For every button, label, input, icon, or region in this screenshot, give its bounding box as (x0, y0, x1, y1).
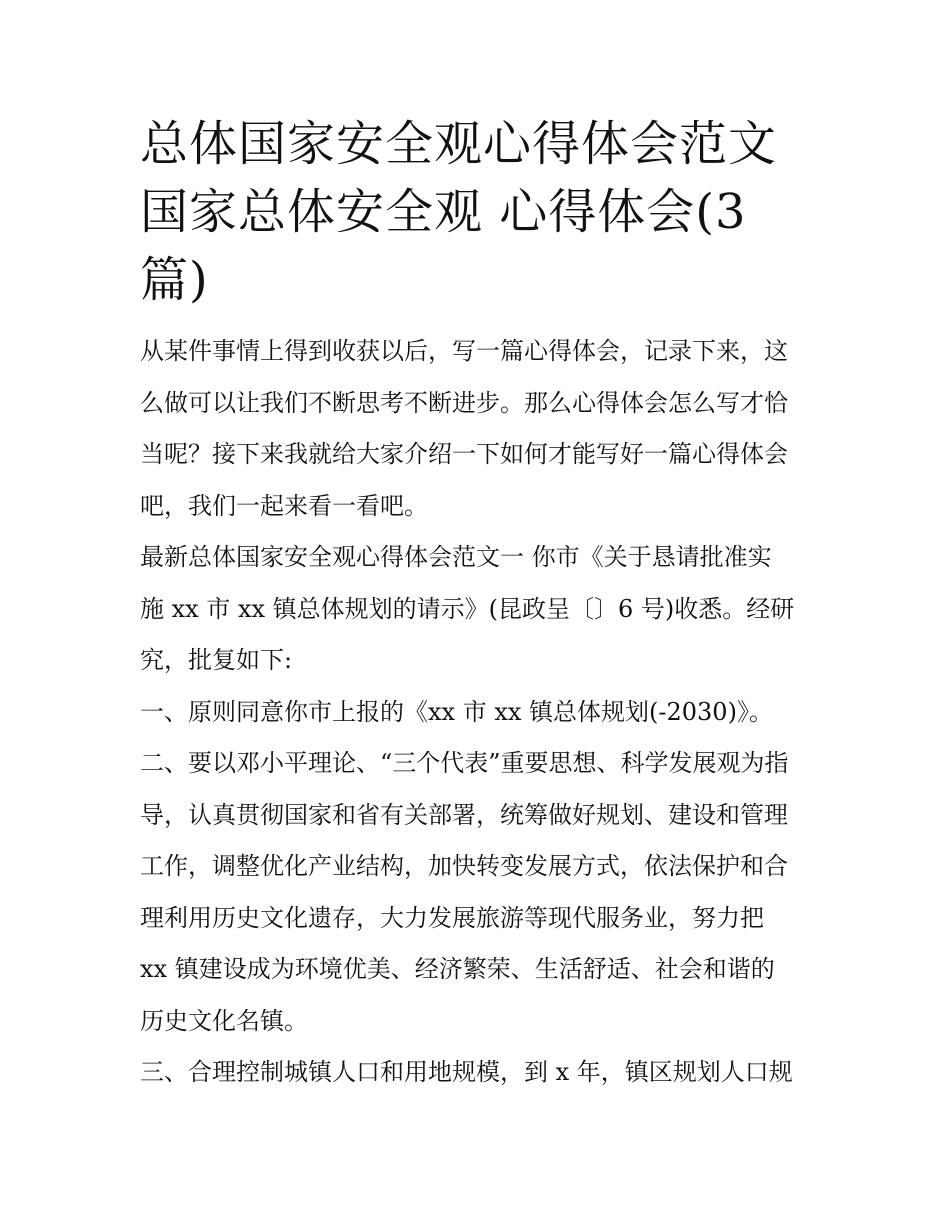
text-line: 从某件事情上得到收获以后，写一篇心得体会，记录下来，这 (140, 337, 788, 365)
text-line: 历史文化名镇。 (140, 1006, 308, 1035)
title-line: 篇) (140, 252, 209, 308)
intro-paragraph (140, 326, 815, 532)
item-two-paragraph (140, 738, 815, 1047)
document-title (140, 110, 815, 314)
title-line: 国家总体安全观 心得体会(3 (140, 184, 747, 240)
document-page (140, 110, 815, 1099)
text-line: 么做可以让我们不断思考不断进步。那么心得体会怎么写才恰 (140, 388, 788, 417)
text-line: 施 xx 市 xx 镇总体规划的请示》(昆政呈〔〕6 号)收悉。经研 (140, 594, 795, 623)
text-line: 理利用历史文化遗存，大力发展旅游等现代服务业，努力把 (140, 903, 764, 932)
text-line: 二、要以邓小平理论、“三个代表”重要思想、科学发展观为指 (140, 749, 789, 777)
item-one-paragraph (140, 687, 815, 739)
text-line: 一、原则同意你市上报的《xx 市 xx 镇总体规划(-2030)》。 (140, 697, 773, 726)
text-line: 究，批复如下: (140, 646, 293, 674)
text-line: 吧，我们一起来看一看吧。 (140, 491, 428, 520)
text-line: 工作，调整优化产业结构，加快转变发展方式，依法保护和合 (140, 852, 788, 880)
text-line: 当呢？接下来我就给大家介绍一下如何才能写好一篇心得体会 (140, 440, 788, 468)
title-line: 总体国家安全观心得体会范文 (140, 116, 778, 172)
reply-intro-paragraph (140, 532, 815, 687)
text-line: 最新总体国家安全观心得体会范文一 你市《关于恳请批准实 (140, 543, 772, 571)
item-three-paragraph (140, 1047, 815, 1099)
text-line: 导，认真贯彻国家和省有关部署，统筹做好规划、建设和管理 (140, 800, 788, 829)
text-line: xx 镇建设成为环境优美、经济繁荣、生活舒适、社会和谐的 (140, 955, 775, 983)
text-line: 三、合理控制城镇人口和用地规模，到 x 年，镇区规划人口规 (140, 1058, 793, 1086)
